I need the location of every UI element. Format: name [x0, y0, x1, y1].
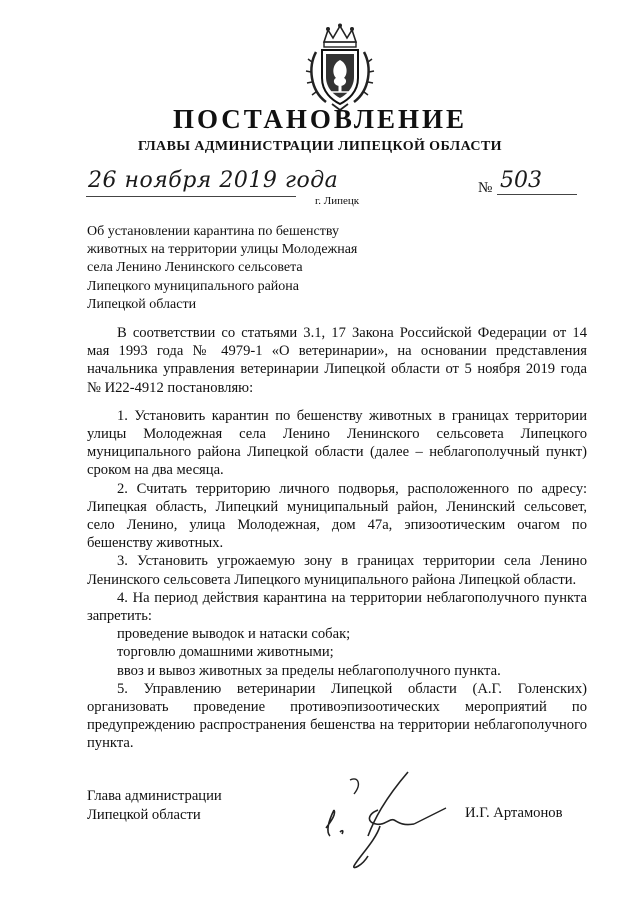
clause-4: 4. На период действия карантина на территории неблагополучного пункта запретить:: [87, 589, 587, 625]
document-subtitle: ГЛАВЫ АДМИНИСТРАЦИИ ЛИПЕЦКОЙ ОБЛАСТИ: [138, 139, 502, 154]
handwritten-signature-icon: [318, 770, 458, 870]
signer-name: И.Г. Артамонов: [465, 805, 563, 821]
subject-line: животных на территории улицы Молодежная: [87, 242, 358, 258]
city-label: г. Липецк: [315, 195, 360, 207]
subject-line: Липецкой области: [87, 296, 197, 312]
preamble-paragraph: В соответствии со статьями 3.1, 17 Закона Российской Федерации от 14 мая 1993 года № 4979-1 «О ветеринарии», на основании представления начальника управления ветеринарии Липецкой области от 5 ноября 2019 года № И22-4912 постановляю:: [87, 325, 587, 396]
handwritten-date: 26 ноября 2019 года: [88, 168, 339, 193]
prohibition-item: торговлю домашними животными;: [117, 644, 334, 661]
clause-3: 3. Установить угрожаемую зону в границах территории села Ленино Ленинского сельсовета Липецкого муниципального района Липецкой области.: [87, 553, 587, 588]
subject-line: села Ленино Ленинского сельсовета: [87, 260, 303, 276]
prohibition-item: проведение выводок и натаски собак;: [117, 626, 351, 643]
number-underline: [497, 194, 577, 195]
clause-5: 5. Управлению ветеринарии Липецкой области (А.Г. Голенских) организовать проведение противоэпизоотических мероприятий по предупреждению распространения бешенства на территории неблагополучного пункта.: [87, 680, 587, 752]
subject-line: Об установлении карантина по бешенству: [87, 224, 339, 239]
date-underline: [86, 196, 296, 197]
clause-1: 1. Установить карантин по бешенству животных в границах территории улицы Молодежная села Ленино Ленинского сельсовета Липецкого муниципального района Липецкой области (далее – неблагополучный пункт) сроком на два месяца.: [87, 407, 587, 479]
number-label: №: [478, 180, 493, 196]
signer-position: [87, 787, 222, 824]
signer-position-line: Липецкой области: [87, 806, 201, 823]
signer-position-line: Глава администрации: [87, 788, 222, 804]
prohibition-item: ввоз и вывоз животных за пределы неблагополучного пункта.: [117, 662, 501, 679]
document-title: ПОСТАНОВЛЕНИЕ: [172, 104, 468, 134]
coat-of-arms-icon: [302, 22, 378, 112]
clause-2: 2. Считать территорию личного подворья, расположенного по адресу: Липецкая область, Липецкий муниципальный район, Ленинский сельсовет, село Ленино, улица Молодежная, дом 47а, эпизоотическим очагом по бешенству животных.: [87, 480, 587, 552]
subject-block: [87, 223, 417, 314]
document-body: [87, 324, 587, 753]
subject-line: Липецкого муниципального района: [87, 278, 299, 294]
handwritten-number: 503: [500, 168, 542, 193]
